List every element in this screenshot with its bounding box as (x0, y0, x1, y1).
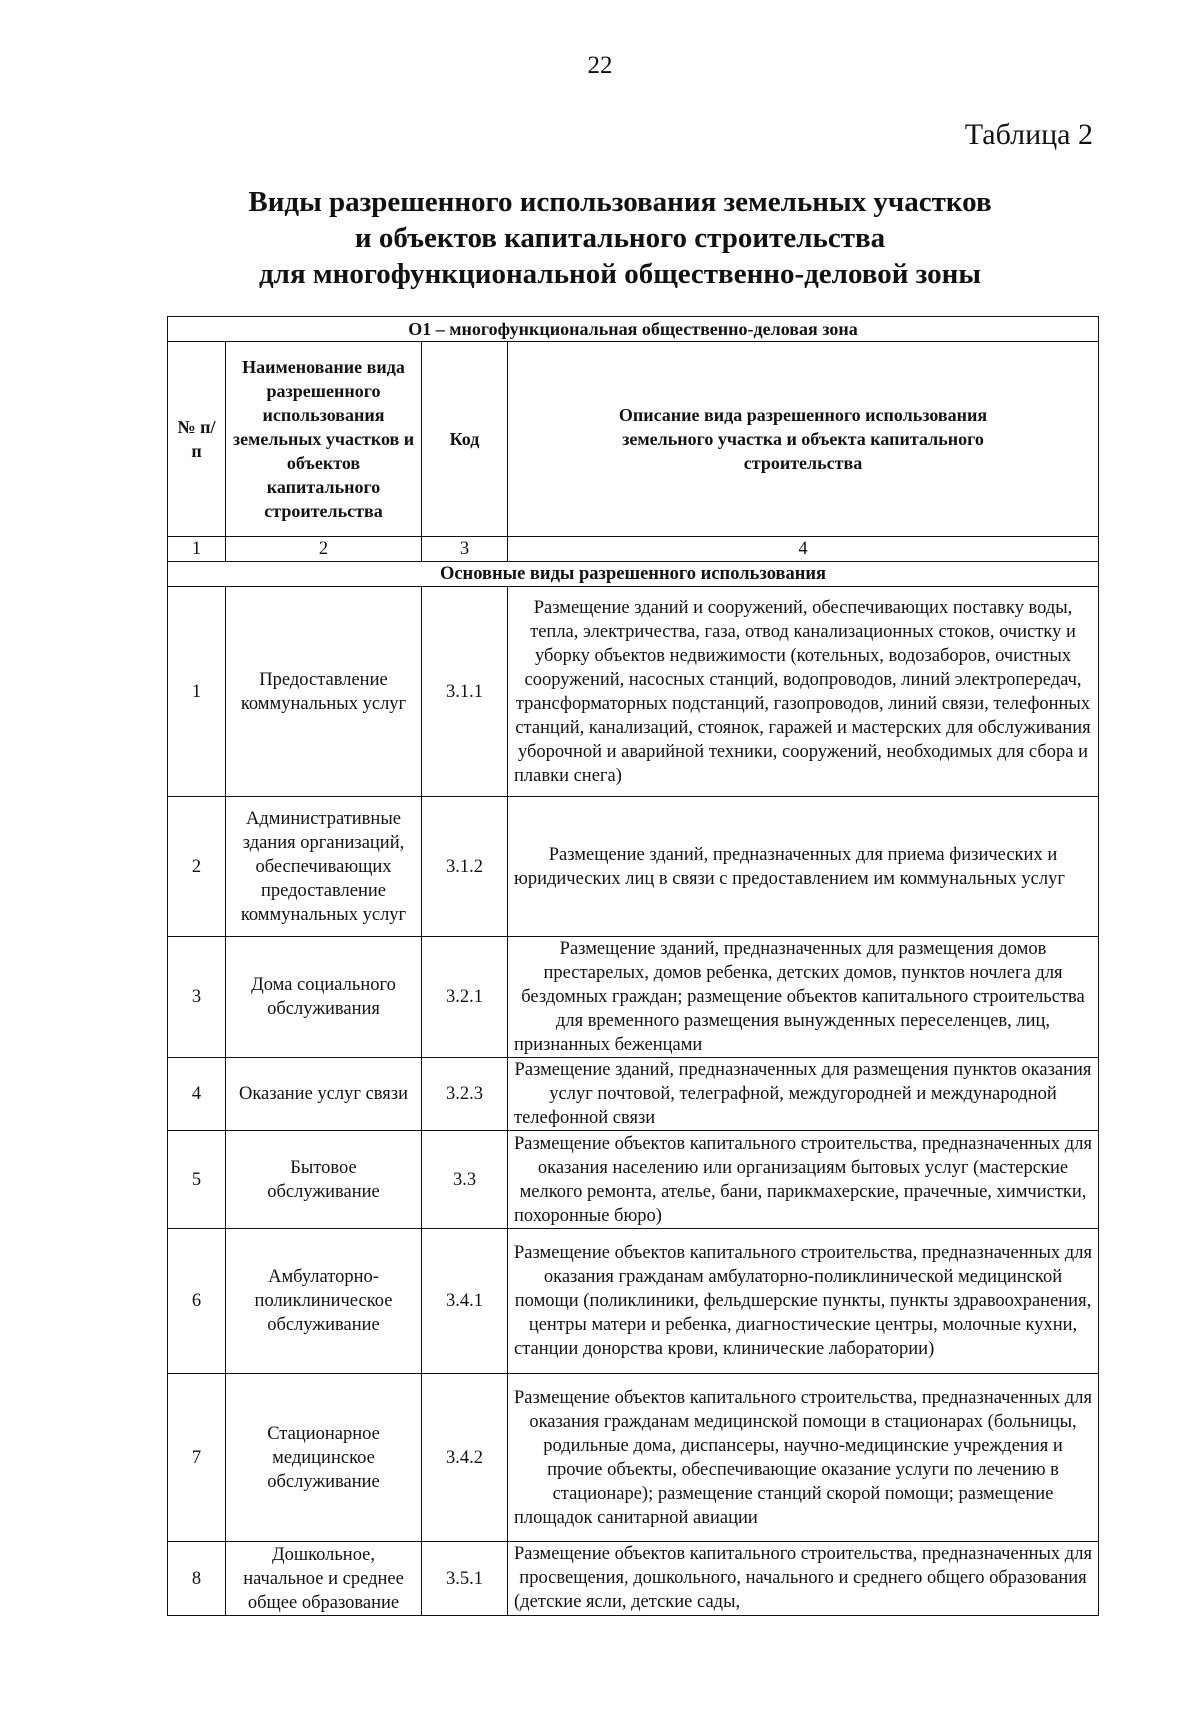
header-desc: Описание вида разрешенного использования земельного участка и объекта капитального строительства (508, 342, 1099, 537)
row-code: 3.4.1 (422, 1229, 508, 1374)
table-row (168, 1058, 1099, 1131)
row-desc: Размещение объектов капитального строительства, предназначенных для просвещения, дошкольного, начального и среднего общего образования (детские ясли, детские сады, (508, 1542, 1099, 1616)
table-row (168, 937, 1099, 1058)
page-number: 22 (587, 52, 613, 79)
table-row (168, 1131, 1099, 1229)
header-row (168, 342, 1099, 537)
section-row (168, 562, 1099, 587)
section-title: Основные виды разрешенного использования (168, 562, 1099, 587)
row-num: 3 (168, 937, 226, 1058)
table-row (168, 797, 1099, 937)
row-num: 4 (168, 1058, 226, 1131)
row-name: Предоставление коммунальных услуг (226, 587, 422, 797)
row-desc: Размещение зданий, предназначенных для размещения пунктов оказания услуг почтовой, телеграфной, междугородней и международной телефонной связи (508, 1058, 1099, 1131)
row-num: 6 (168, 1229, 226, 1374)
row-name: Стационарное медицинское обслуживание (226, 1374, 422, 1542)
row-desc: Размещение объектов капитального строительства, предназначенных для оказания населению или организациям бытовых услуг (мастерские мелкого ремонта, ателье, бани, парикмахерские, прачечные, химчистки, похоронные бюро) (508, 1131, 1099, 1229)
row-code: 3.2.3 (422, 1058, 508, 1131)
zone-title-row (168, 317, 1099, 342)
title-line-3: для многофункциональной общественно-деловой зоны (259, 258, 981, 290)
column-number-row (168, 537, 1099, 562)
column-number-2: 2 (226, 537, 422, 562)
row-num: 8 (168, 1542, 226, 1616)
row-num: 1 (168, 587, 226, 797)
row-code: 3.2.1 (422, 937, 508, 1058)
row-name: Бытовое обслуживание (226, 1131, 422, 1229)
header-code: Код (422, 342, 508, 537)
table-row (168, 1374, 1099, 1542)
header-num: № п/п (168, 342, 226, 537)
row-desc: Размещение объектов капитального строительства, предназначенных для оказания гражданам медицинской помощи в стационарах (больницы, родильные дома, диспансеры, научно-медицинские учреждения и прочие объекты, обеспечивающие оказание услуги по лечению в стационаре); размещение станций скорой помощи; размещение площадок санитарной авиации (508, 1374, 1099, 1542)
row-name: Административные здания организаций, обеспечивающих предоставление коммунальных услуг (226, 797, 422, 937)
row-num: 2 (168, 797, 226, 937)
row-desc: Размещение зданий, предназначенных для размещения домов престарелых, домов ребенка, детских домов, пунктов ночлега для бездомных граждан; размещение объектов капитального строительства для временного размещения вынужденных переселенцев, лиц, признанных беженцами (508, 937, 1099, 1058)
row-name: Оказание услуг связи (226, 1058, 422, 1131)
row-code: 3.3 (422, 1131, 508, 1229)
row-code: 3.1.2 (422, 797, 508, 937)
row-name: Дома социального обслуживания (226, 937, 422, 1058)
row-code: 3.1.1 (422, 587, 508, 797)
document-title (140, 184, 1100, 292)
row-name: Амбулаторно-поликлиническое обслуживание (226, 1229, 422, 1374)
row-num: 7 (168, 1374, 226, 1542)
table-label: Таблица 2 (964, 118, 1093, 151)
row-code: 3.5.1 (422, 1542, 508, 1616)
row-name: Дошкольное, начальное и среднее общее образование (226, 1542, 422, 1616)
column-number-3: 3 (422, 537, 508, 562)
table-row (168, 587, 1099, 797)
title-line-2: и объектов капитального строительства (354, 222, 886, 254)
table-row (168, 1542, 1099, 1616)
title-line-1: Виды разрешенного использования земельных участков (248, 186, 992, 218)
row-num: 5 (168, 1131, 226, 1229)
column-number-4: 4 (508, 537, 1099, 562)
table-row (168, 1229, 1099, 1374)
column-number-1: 1 (168, 537, 226, 562)
header-name: Наименование вида разрешенного использования земельных участков и объектов капитального строительства (226, 342, 422, 537)
row-code: 3.4.2 (422, 1374, 508, 1542)
row-desc: Размещение зданий, предназначенных для приема физических и юридических лиц в связи с предоставлением им коммунальных услуг (508, 797, 1099, 937)
zone-title: О1 – многофункциональная общественно-деловая зона (168, 317, 1099, 342)
row-desc: Размещение объектов капитального строительства, предназначенных для оказания гражданам амбулаторно-поликлинической медицинской помощи (поликлиники, фельдшерские пункты, пункты здравоохранения, центры матери и ребенка, диагностические центры, молочные кухни, станции донорства крови, клинические лаборатории) (508, 1229, 1099, 1374)
land-use-table (167, 316, 1099, 1616)
row-desc: Размещение зданий и сооружений, обеспечивающих поставку воды, тепла, электричества, газа, отвод канализационных стоков, очистку и уборку объектов недвижимости (котельных, водозаборов, очистных сооружений, насосных станций, водопроводов, линий электропередач, трансформаторных подстанций, газопроводов, линий связи, телефонных станций, канализаций, стоянок, гаражей и мастерских для обслуживания уборочной и аварийной техники, сооружений, необходимых для сбора и плавки снега) (508, 587, 1099, 797)
